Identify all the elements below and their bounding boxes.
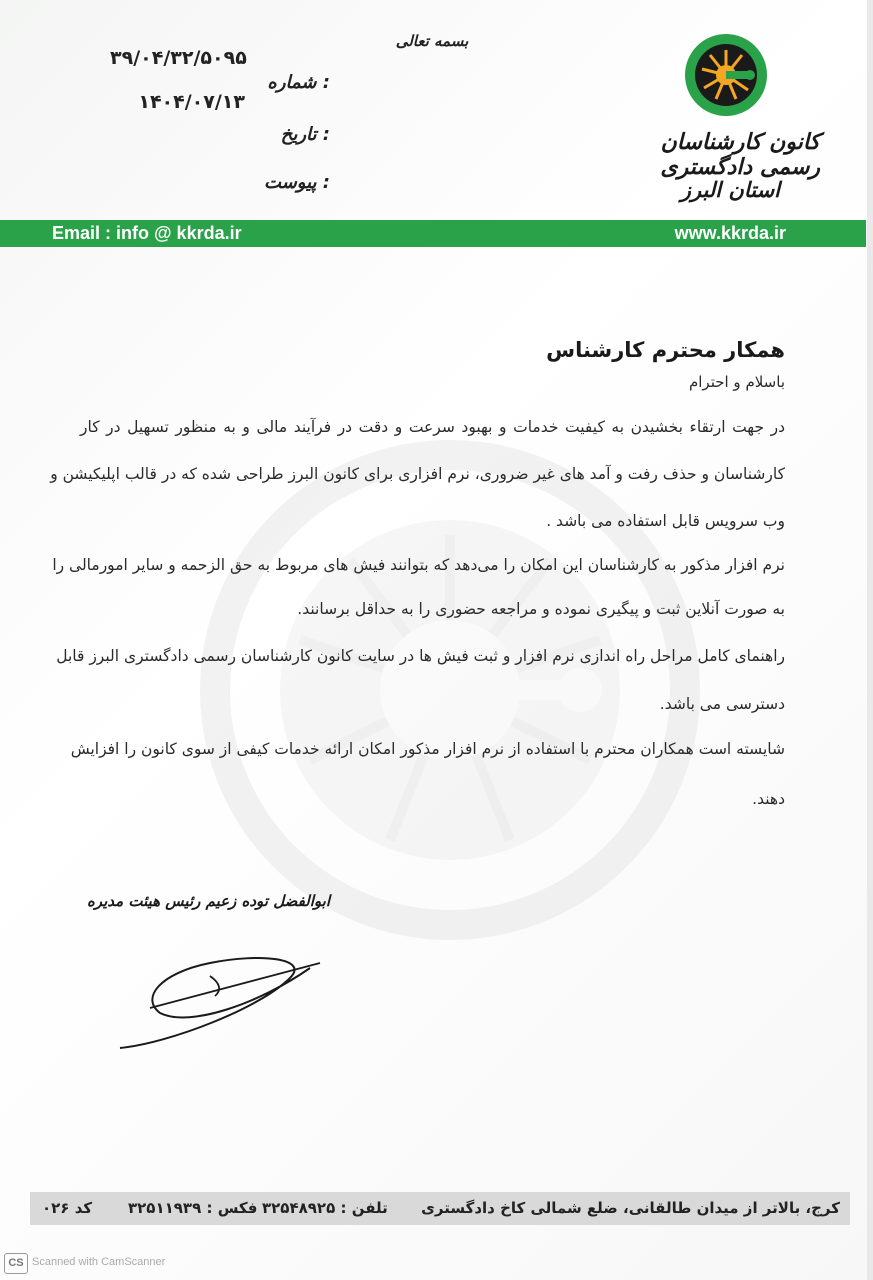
number-label: شماره : [267, 72, 330, 93]
footer-area-code: کد ۰۲۶ [42, 1199, 93, 1217]
scanner-watermark [4, 1252, 224, 1276]
organization-name: کانون کارشناسان رسمی دادگستری [660, 130, 820, 180]
salutation: همکار محترم کارشناس [546, 338, 785, 362]
date-label: تاریخ : [280, 124, 330, 145]
footer-address-band [30, 1192, 850, 1225]
greeting: باسلام و احترام [688, 373, 785, 391]
paragraph-line: به صورت آنلاین ثبت و پیگیری نموده و مراجعه حضوری را به حداقل برسانند. [297, 600, 785, 618]
page-edge [867, 0, 873, 1280]
basmala: بسمه تعالی [395, 32, 469, 50]
paragraph-line: دسترسی می باشد. [659, 695, 785, 713]
paragraph-line: در جهت ارتقاء بخشیدن به کیفیت خدمات و بهبود سرعت و دقت در فرآیند مالی و به منظور تسهیل در کار [80, 418, 785, 436]
letter-number: ۳۹/۰۴/۳۲/۵۰۹۵ [110, 47, 247, 69]
website-text: www.kkrda.ir [674, 223, 786, 243]
paragraph-line: شایسته است همکاران محترم با استفاده از نرم افزار مذکور امکان ارائه خدمات کیفی از سوی کانون را افزایش [70, 740, 785, 758]
signature-image [110, 948, 330, 1058]
paragraph-line: راهنمای کامل مراحل راه اندازی نرم افزار و ثبت فیش ها در سایت کانون کارشناسان رسمی دادگستری البرز قابل [56, 647, 785, 665]
email-text: Email : info @ kkrda.ir [52, 223, 242, 243]
attachment-label: پیوست : [264, 172, 330, 193]
scanner-text: Scanned with CamScanner [32, 1256, 166, 1268]
organization-province: استان البرز [680, 178, 780, 202]
footer-fax: فکس : ۳۲۵۱۱۹۳۹ [128, 1199, 258, 1217]
paragraph-line: نرم افزار مذکور به کارشناسان این امکان را می‌دهد که بتوانند فیش های مربوط به حق الزحمه و سایر امورمالی را [52, 556, 785, 574]
contact-band [0, 220, 866, 247]
camscanner-icon: CS [4, 1253, 28, 1274]
kanoon-logo-icon [684, 33, 768, 117]
paragraph-line: وب سرویس قابل استفاده می باشد . [546, 512, 785, 530]
signatory-name: ابوالفضل توده زعیم رئیس هیئت مدیره [86, 892, 330, 910]
footer-address: کرج، بالاتر از میدان طالقانی، ضلع شمالی کاخ دادگستری [421, 1199, 840, 1217]
paragraph-line: دهند. [752, 790, 785, 808]
footer-phone: تلفن : ۳۲۵۴۸۹۲۵ [262, 1199, 388, 1217]
letter-date: ۱۴۰۴/۰۷/۱۳ [138, 91, 245, 113]
paragraph-line: کارشناسان و حذف رفت و آمد های غیر ضروری، نرم افزاری برای کانون البرز طراحی شده که در قالب اپلیکیشن و [50, 465, 785, 483]
